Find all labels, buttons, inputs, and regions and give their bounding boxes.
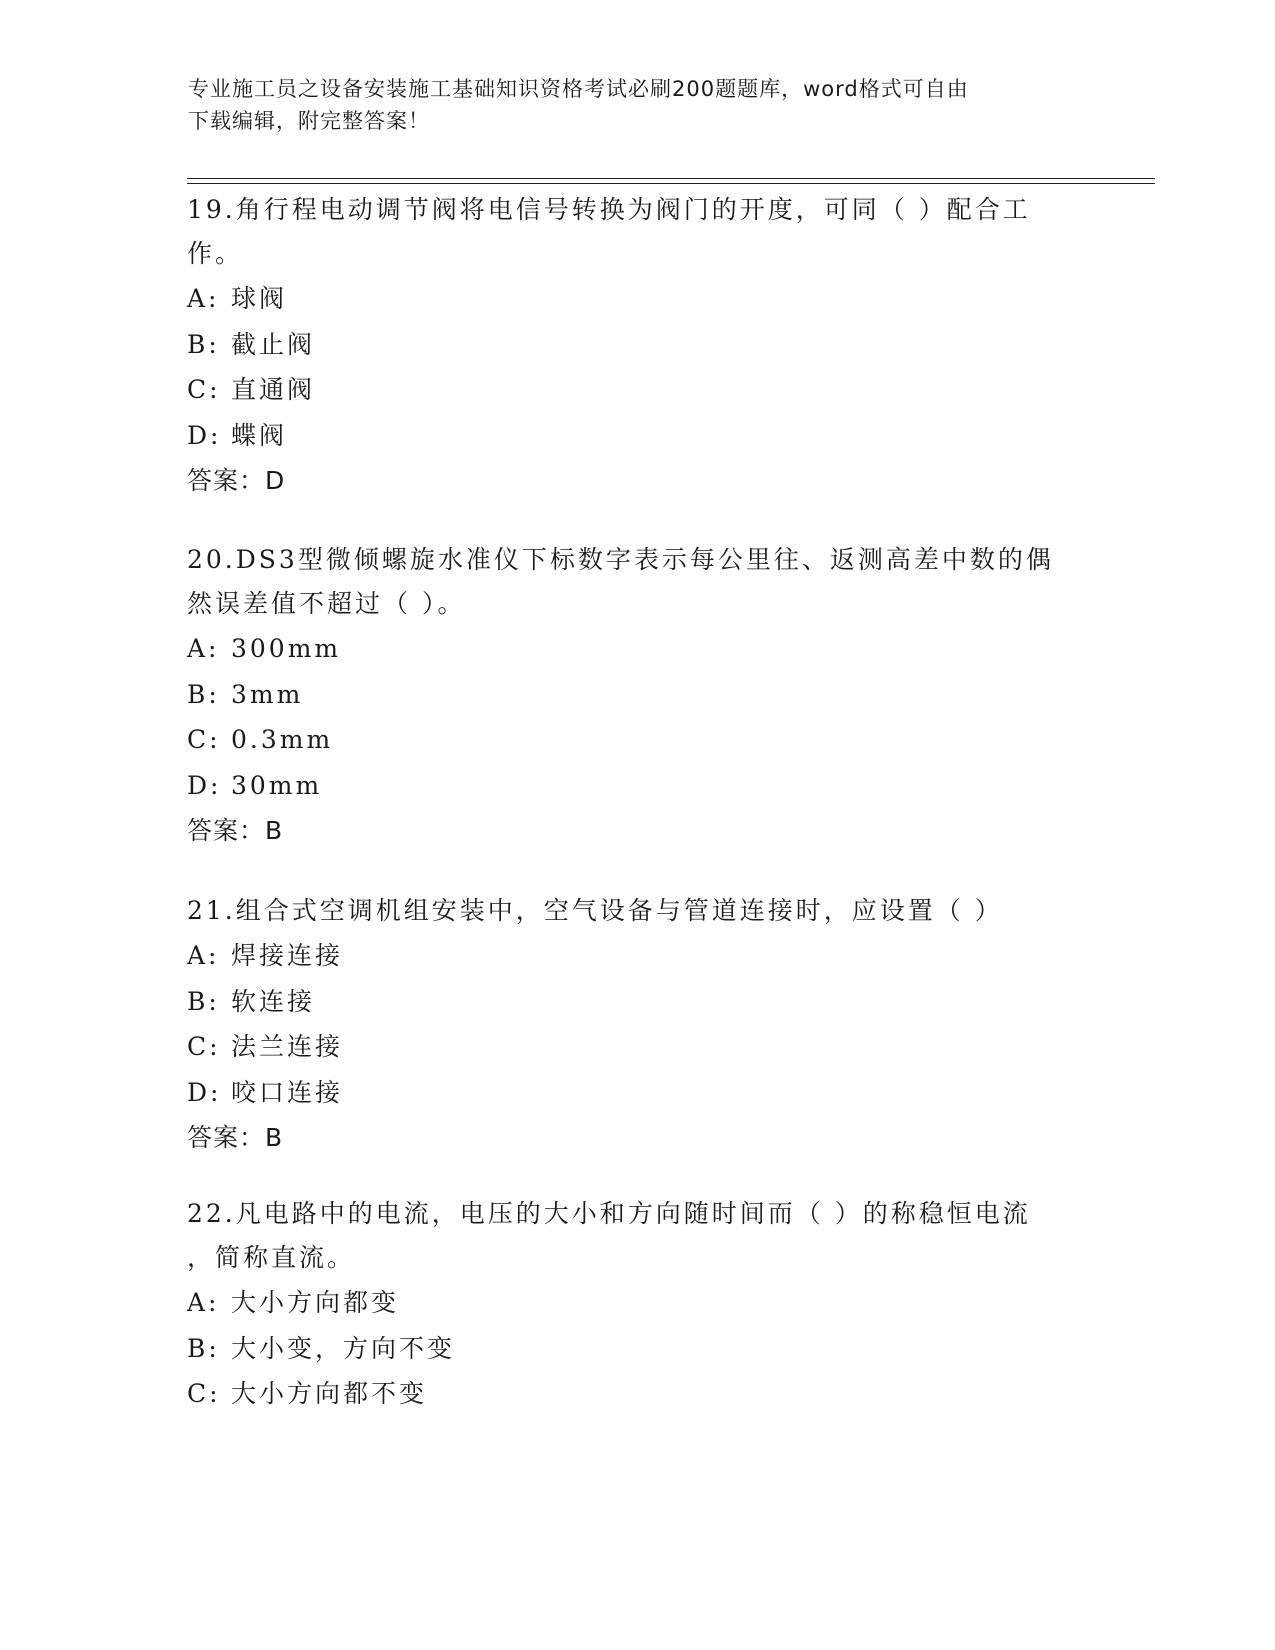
question-22 bbox=[187, 1192, 1077, 1417]
option-text: 截止阀 bbox=[231, 329, 316, 359]
option-text: 焊接连接 bbox=[231, 941, 344, 970]
option-b bbox=[187, 322, 1077, 368]
option-label: A: bbox=[187, 634, 220, 663]
option-a bbox=[187, 1280, 1077, 1326]
option-label: D: bbox=[187, 420, 222, 450]
option-text: 大小变，方向不变 bbox=[231, 1333, 456, 1363]
header-line-1: 专业施工员之设备安装施工基础知识资格考试必刷200题题库，word格式可自由 bbox=[188, 77, 969, 101]
answer-line: 答案：B bbox=[187, 1123, 284, 1152]
option-c bbox=[187, 1024, 1077, 1070]
question-21 bbox=[187, 889, 1077, 1161]
option-label: B: bbox=[187, 986, 220, 1016]
option-text: 咬口连接 bbox=[231, 1077, 344, 1107]
option-text: 球阀 bbox=[231, 284, 288, 313]
question-stem-line: 作。 bbox=[187, 239, 244, 268]
option-c bbox=[187, 367, 1077, 413]
option-b bbox=[187, 672, 1077, 718]
option-b bbox=[187, 979, 1077, 1025]
option-c bbox=[187, 1371, 1077, 1417]
question-stem-line: 22.凡电路中的电流，电压的大小和方向随时间而（ ）的称稳恒电流 bbox=[187, 1199, 1031, 1228]
option-text: 3mm bbox=[231, 679, 304, 709]
option-a bbox=[187, 626, 1077, 672]
option-text: 软连接 bbox=[231, 986, 316, 1016]
option-label: B: bbox=[187, 329, 220, 359]
option-text: 蝶阀 bbox=[231, 420, 288, 450]
option-d bbox=[187, 413, 1077, 459]
question-stem-line: 然误差值不超过（ ）。 bbox=[187, 589, 466, 618]
question-stem-line: ，简称直流。 bbox=[187, 1243, 356, 1272]
option-label: D: bbox=[187, 1077, 222, 1107]
question-20 bbox=[187, 538, 1077, 854]
option-label: C: bbox=[187, 1032, 221, 1061]
option-text: 大小方向都变 bbox=[231, 1288, 400, 1317]
option-label: C: bbox=[187, 725, 221, 754]
option-text: 直通阀 bbox=[231, 375, 316, 404]
option-d bbox=[187, 1070, 1077, 1116]
option-label: D: bbox=[187, 770, 222, 800]
answer-line: 答案：B bbox=[187, 816, 284, 845]
question-stem-line: 21.组合式空调机组安装中，空气设备与管道连接时，应设置（ ） bbox=[187, 896, 1003, 925]
option-c bbox=[187, 717, 1077, 763]
option-text: 0.3mm bbox=[231, 725, 334, 754]
option-a bbox=[187, 933, 1077, 979]
question-19 bbox=[187, 188, 1077, 504]
question-stem-line: 20.DS3型微倾螺旋水准仪下标数字表示每公里往、返测高差中数的偶 bbox=[187, 545, 1054, 574]
option-label: A: bbox=[187, 941, 220, 970]
option-b bbox=[187, 1326, 1077, 1372]
option-label: A: bbox=[187, 284, 220, 313]
option-d bbox=[187, 763, 1077, 809]
option-label: B: bbox=[187, 679, 220, 709]
header-rule-bottom bbox=[187, 183, 1155, 184]
document-header bbox=[188, 73, 1068, 137]
option-text: 法兰连接 bbox=[231, 1032, 344, 1061]
option-text: 30mm bbox=[231, 770, 323, 800]
option-a bbox=[187, 276, 1077, 322]
option-label: B: bbox=[187, 1333, 220, 1363]
option-text: 大小方向都不变 bbox=[231, 1379, 428, 1408]
option-label: C: bbox=[187, 1379, 221, 1408]
header-rule-top bbox=[187, 178, 1155, 179]
option-text: 300mm bbox=[231, 634, 342, 663]
answer-line: 答案：D bbox=[187, 466, 286, 495]
option-label: A: bbox=[187, 1288, 220, 1317]
question-stem-line: 19.角行程电动调节阀将电信号转换为阀门的开度，可同（ ）配合工 bbox=[187, 195, 1031, 224]
header-line-2: 下载编辑，附完整答案！ bbox=[188, 109, 430, 133]
option-label: C: bbox=[187, 375, 221, 404]
